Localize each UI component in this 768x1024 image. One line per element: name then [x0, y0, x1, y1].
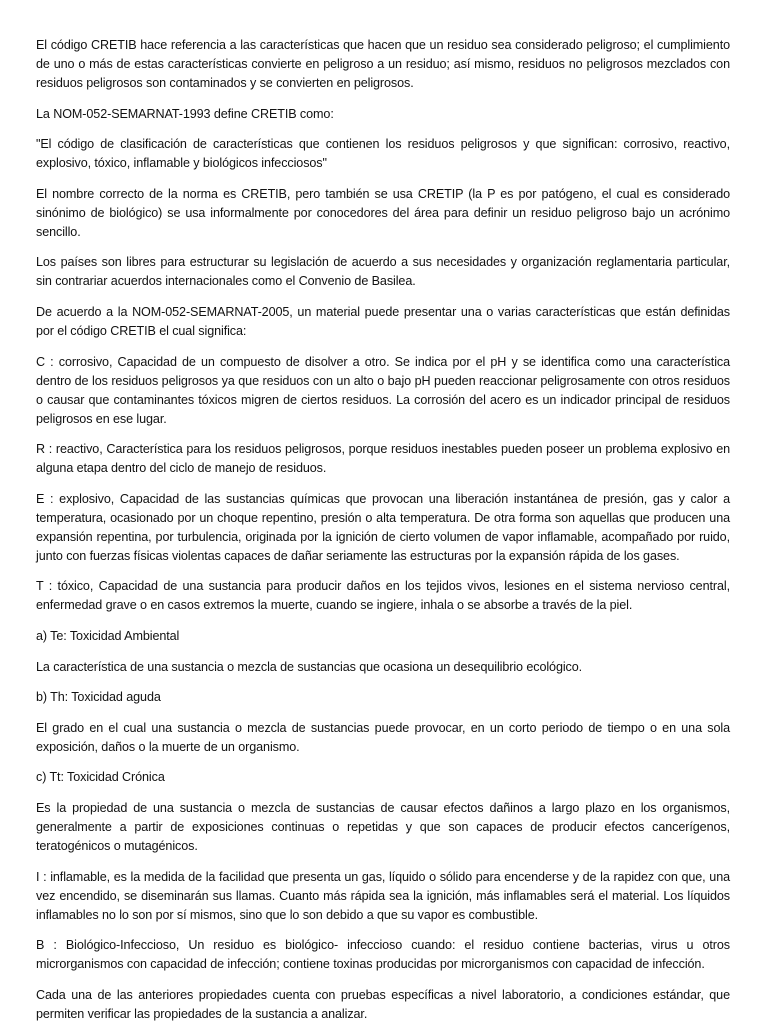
paragraph-definition-quote: "El código de clasificación de características que contienen los residuos peligrosos y que significan: corrosivo, reactivo, explosivo, tóxico, inflamable y biológicos infecciosos"	[36, 137, 730, 171]
paragraph-cretib-intro: El código CRETIB hace referencia a las características que hacen que un residuo sea considerado peligroso; el cumplimiento de uno o más de estas características convierte en peligroso a un residuo; así mismo, residuos no peligrosos mezclados con residuos peligrosos son contaminados y se convierten en peligrosos.	[36, 38, 730, 90]
paragraph-toxicity-acute: El grado en el cual una sustancia o mezcla de sustancias puede provocar, en un corto periodo de tiempo o en una sola exposición, daños o la muerte de un organismo.	[36, 720, 730, 754]
heading-toxicity-chronic: c) Tt: Toxicidad Crónica	[36, 770, 165, 785]
paragraph-flammable: I : inflamable, es la medida de la facilidad que presenta un gas, líquido o sólido para encenderse y de la rapidez con que, una vez encendido, se diseminarán sus llamas. Cuanto más rápida sea la ignición, más inflamables será el material. Los líquidos inflamables no lo son por sí mismos, sino que lo son debido a que su vapor es combustible.	[36, 869, 730, 922]
heading-toxicity-acute: b) Th: Toxicidad aguda	[36, 690, 161, 705]
paragraph-biological: B : Biológico-Infeccioso, Un residuo es biológico- infeccioso cuando: el residuo contiene bacterias, virus u otros microrganismos con capacidad de infección; contiene toxinas producidas por microrganismos con capacidad de infección.	[36, 938, 730, 972]
paragraph-reactive: R : reactivo, Característica para los residuos peligrosos, porque residuos inestables pueden poseer un problema explosivo en alguna etapa dentro del ciclo de manejo de residuos.	[36, 442, 730, 476]
paragraph-nom-1993: La NOM-052-SEMARNAT-1993 define CRETIB como:	[36, 106, 334, 121]
paragraph-toxicity-chronic: Es la propiedad de una sustancia o mezcla de sustancias de causar efectos dañinos a largo plazo en los organismos, generalmente a partir de exposiciones continuas o repetidas y que son capaces de producir efectos cancerígenos, teratogénicos o mutagénicos.	[36, 800, 730, 853]
heading-toxicity-environmental: a) Te: Toxicidad Ambiental	[36, 628, 180, 643]
paragraph-lab-tests: Cada una de las anteriores propiedades cuenta con pruebas específicas a nivel laboratorio, a condiciones estándar, que permiten verificar las propiedades de la sustancia a analizar.	[36, 987, 730, 1021]
paragraph-legislation: Los países son libres para estructurar su legislación de acuerdo a sus necesidades y organización reglamentaria particular, sin contrariar acuerdos internacionales como el Convenio de Basilea.	[36, 255, 730, 289]
paragraph-nom-2005: De acuerdo a la NOM-052-SEMARNAT-2005, un material puede presentar una o varias características que están definidas por el código CRETIB el cual significa:	[36, 304, 730, 338]
paragraph-toxic: T : tóxico, Capacidad de una sustancia para producir daños en los tejidos vivos, lesiones en el sistema nervioso central, enfermedad grave o en casos extremos la muerte, cuando se ingiere, inhala o se absorbe a través de la piel.	[36, 579, 730, 613]
paragraph-cretip-note: El nombre correcto de la norma es CRETIB, pero también se usa CRETIP (la P es por patógeno, el cual es considerado sinónimo de biológico) se usa informalmente por conocedores del área para definir un residuo peligroso bajo un acrónimo sencillo.	[36, 186, 730, 239]
paragraph-explosive: E : explosivo, Capacidad de las sustancias químicas que provocan una liberación instantánea de presión, gas y calor a temperatura, ocasionado por un choque repentino, presión o alta temperatura. De otra forma son aquellas que producen una expansión repentina, por turbulencia, originada por la ignición de cierto volumen de vapor inflamable, acompañado por ruido, junto con fuerzas físicas violentas capaces de dañar seriamente las estructuras por la expansión rápida de los gases.	[36, 491, 730, 563]
paragraph-toxicity-environmental: La característica de una sustancia o mezcla de sustancias que ocasiona un desequilibrio ecológico.	[36, 659, 583, 674]
paragraph-corrosive: C : corrosivo, Capacidad de un compuesto de disolver a otro. Se indica por el pH y se identifica como una característica dentro de los residuos peligrosos ya que residuos con un alto o bajo pH pueden reaccionar peligrosamente con otros residuos o causar que contaminantes tóxicos migren de ciertos residuos. La corrosión del acero es un indicador principal de residuos peligrosos en ese lugar.	[36, 354, 730, 426]
